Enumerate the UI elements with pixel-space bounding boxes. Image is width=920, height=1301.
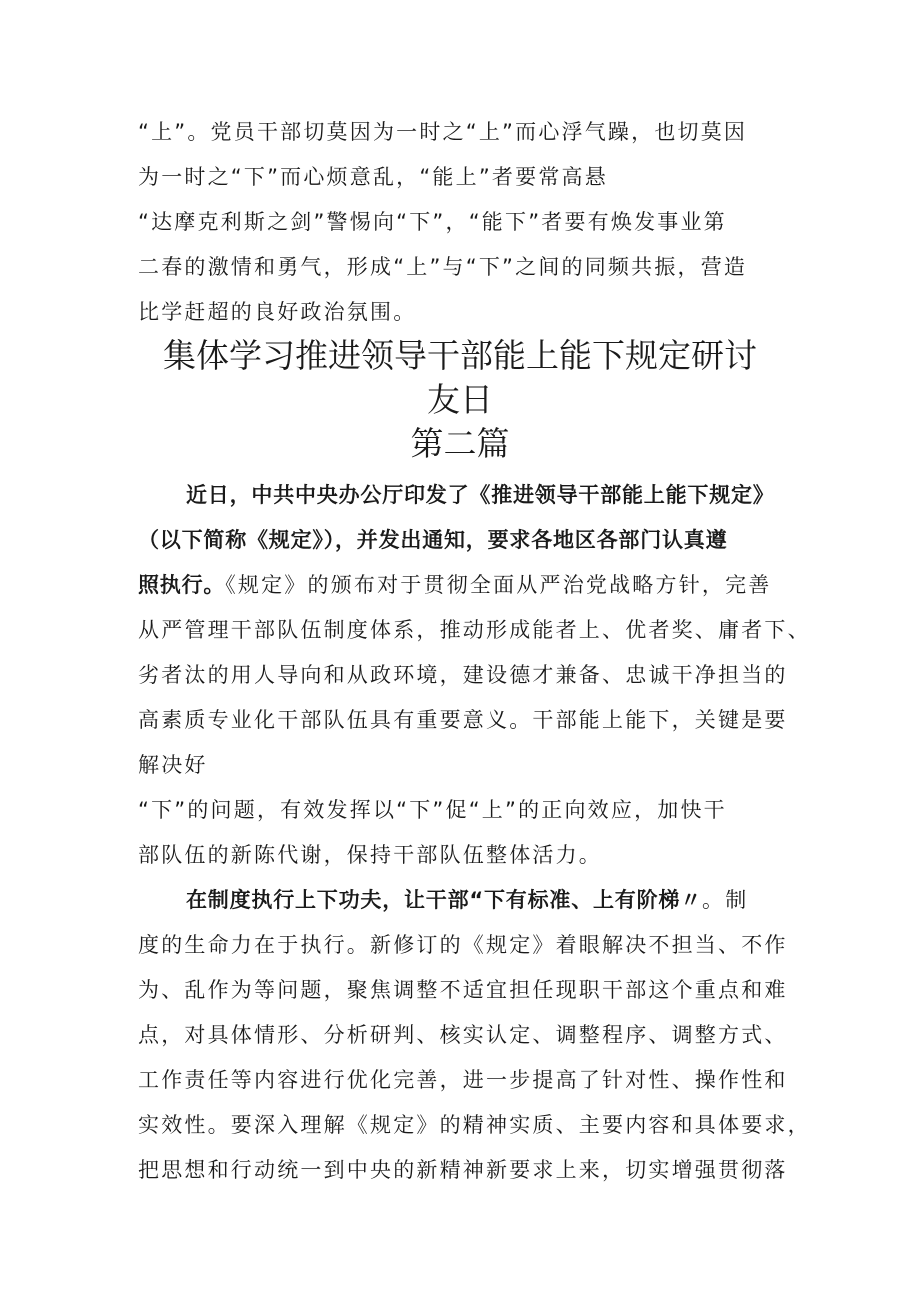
- para1-line-4: 从严管理干部队伍制度体系，推动形成能者上、优者奖、庸者下、: [138, 618, 811, 642]
- para2-line-6: 实效性。要深入理解《规定》的精神实质、主要内容和具体要求，: [138, 1113, 811, 1137]
- para2-line-7: 把思想和行动统一到中央的新精神新要求上来，切实增强贯彻落: [138, 1158, 788, 1182]
- para2-line-1: [186, 885, 748, 915]
- document-subtitle: 第二篇: [410, 424, 510, 463]
- para1-line-3: [138, 570, 772, 600]
- para2-line-3: 为、乱作为等问题，聚焦调整不适宜担任现职干部这个重点和难: [138, 978, 788, 1002]
- intro-line-4: 二春的激情和勇气，形成“上”与“下”之间的同频共振，营造: [138, 255, 748, 279]
- intro-line-5: 比学赶超的良好政治氛围。: [138, 300, 417, 324]
- para2-line-5: 工作责任等内容进行优化完善，进一步提高了针对性、操作性和: [138, 1068, 788, 1092]
- para1-line-8: “下”的问题，有效发挥以“下”促“上”的正向效应，加快干: [138, 798, 727, 822]
- para2-line-2: 度的生命力在于执行。新修订的《规定》着眼解决不担当、不作: [138, 933, 788, 957]
- para1-line-7: 解决好: [138, 753, 208, 777]
- document-title-line-1: 集体学习推进领导干部能上能下规定研讨: [163, 336, 757, 375]
- document-title-line-2: 友日: [427, 380, 493, 419]
- para1-lead-line-1: 近日，中共中央办公厅印发了《推进领导干部能上能下规定》: [186, 483, 775, 507]
- intro-line-1: “上”。党员干部切莫因为一时之“上”而心浮气躁，也切莫因: [138, 120, 748, 144]
- intro-line-2: 为一时之“下”而心烦意乱，“能上”者要常高悬: [138, 165, 608, 189]
- para1-line-9: 部队伍的新陈代谢，保持干部队伍整体活力。: [138, 843, 602, 867]
- para2-line-1-text: 。制: [702, 888, 749, 912]
- para2-line-4: 点，对具体情形、分析研判、核实认定、调整程序、调整方式、: [138, 1023, 788, 1047]
- para2-heading: 在制度执行上下功夫，让干部“下有标准、上有阶梯〃: [186, 888, 702, 912]
- para1-line-5: 劣者汰的用人导向和从政环境，建设德才兼备、忠诚干净担当的: [138, 663, 788, 687]
- para1-lead-line-2: （以下简称《规定》），并发出通知，要求各地区各部门认真遵: [138, 528, 728, 552]
- para1-line-3-text: 《规定》的颁布对于贯彻全面从严治党战略方针，完善: [225, 573, 772, 597]
- para1-lead-end: 照执行。: [138, 573, 226, 597]
- para1-line-6: 高素质专业化干部队伍具有重要意义。干部能上能下，关键是要: [138, 708, 788, 732]
- intro-line-3: “达摩克利斯之剑”警惕向“下”，“能下”者要有焕发事业第: [138, 210, 727, 234]
